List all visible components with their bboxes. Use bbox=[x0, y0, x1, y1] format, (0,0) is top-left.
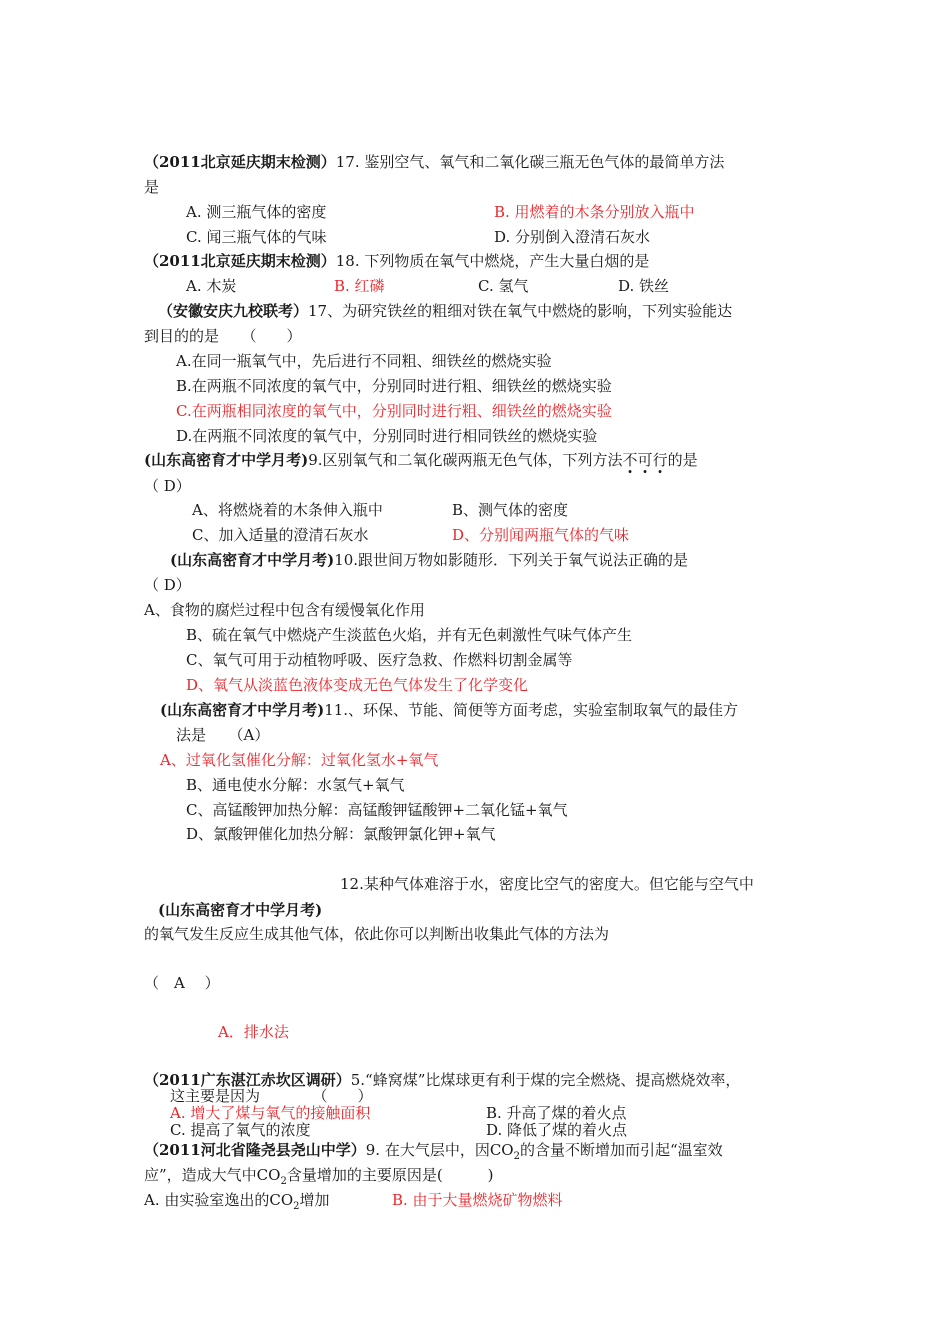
q5-stem: 10.跟世间万物如影随形．下列关于氧气说法正确的是 bbox=[334, 551, 689, 569]
q4-stem-pre: 9.区别氧气和二氧化碳两瓶无色气体，下列方法 bbox=[308, 451, 623, 469]
q7-option-a: A．排水法 bbox=[218, 1023, 289, 1041]
q4-stem-line bbox=[144, 450, 698, 470]
q9-option-a-sub: 2 bbox=[293, 1201, 300, 1212]
q2-stem-line bbox=[144, 251, 649, 271]
q3-option-a: A.在同一瓶氧气中，先后进行不同粗、细铁丝的燃烧实验 bbox=[176, 352, 552, 370]
q5-answer: （ D） bbox=[144, 576, 191, 594]
q1-stem-line bbox=[144, 152, 724, 172]
q9-line2-a: 应”，造成大气中CO bbox=[144, 1166, 281, 1184]
q6-stem-cont: 法是 （A） bbox=[176, 726, 270, 744]
q4-option-d: D、分别闻两瓶气体的气味 bbox=[452, 526, 630, 544]
q7-answer: （ A ） bbox=[144, 974, 220, 992]
q5-option-b: B、硫在氧气中燃烧产生淡蓝色火焰，并有无色刺激性气味气体产生 bbox=[186, 626, 633, 644]
q1-option-b: B. 用燃着的木条分别放入瓶中 bbox=[494, 203, 695, 221]
q4-source: (山东高密育才中学月考) bbox=[144, 451, 309, 469]
q1-option-a: A. 测三瓶气体的密度 bbox=[186, 203, 327, 221]
q6-option-b: B、通电使水分解：水氢气+氧气 bbox=[186, 776, 405, 794]
q3-stem-cont: 到目的的是 （ ） bbox=[144, 327, 302, 345]
q4-option-b: B、测气体的密度 bbox=[452, 501, 569, 519]
q9-option-b: B. 由于大量燃烧矿物燃料 bbox=[392, 1191, 563, 1209]
q6-stem: 11.、环保、节能、简便等方面考虑，实验室制取氧气的最佳方 bbox=[324, 701, 739, 719]
q2-option-a: A. 木炭 bbox=[186, 277, 237, 295]
q2-source: （2011北京延庆期末检测） bbox=[144, 252, 336, 270]
q1-stem-cont: 是 bbox=[144, 178, 160, 196]
q8-stem: 5.“蜂窝煤”比煤球更有利于煤的完全燃烧、提高燃烧效率， bbox=[350, 1071, 741, 1089]
q4-answer: （ D） bbox=[144, 477, 191, 495]
q8-option-c: C. 提高了氧气的浓度 bbox=[170, 1121, 311, 1139]
q9-stem-b: 的含量不断增加而引起“温室效 bbox=[519, 1141, 723, 1159]
q9-stem-line bbox=[144, 1140, 723, 1167]
q6-option-d: D、氯酸钾催化加热分解：氯酸钾氯化钾+氧气 bbox=[186, 825, 496, 843]
q1-option-d: D. 分别倒入澄清石灰水 bbox=[494, 228, 651, 246]
q4-emph-char-2: 可 bbox=[637, 451, 653, 469]
q4-option-a: A、将燃烧着的木条伸入瓶中 bbox=[192, 501, 383, 519]
q9-stem-a: 9. 在大气层中，因CO bbox=[365, 1141, 514, 1159]
q2-option-b: B. 红磷 bbox=[334, 277, 385, 295]
q8-option-d: D. 降低了煤的着火点 bbox=[486, 1121, 628, 1139]
q3-option-c: C.在两瓶相同浓度的氧气中，分别同时进行粗、细铁丝的燃烧实验 bbox=[176, 402, 612, 420]
q3-option-d: D.在两瓶不同浓度的氧气中，分别同时进行相同铁丝的燃烧实验 bbox=[176, 427, 598, 445]
q3-stem: 17、为研究铁丝的粗细对铁在氧气中燃烧的影响，下列实验能达 bbox=[308, 302, 733, 320]
q9-option-a bbox=[144, 1190, 330, 1217]
q2-option-d: D. 铁丝 bbox=[618, 277, 670, 295]
q4-emph-char-3: 行 bbox=[652, 451, 668, 469]
q7-stem: 12.某种气体难溶于水，密度比空气的密度大。但它能与空气中 bbox=[340, 875, 754, 893]
q4-stem-post: 的是 bbox=[667, 451, 698, 469]
q9-sub-1: 2 bbox=[513, 1151, 520, 1162]
q6-option-c: C、高锰酸钾加热分解：高锰酸钾锰酸钾+二氧化锰+氧气 bbox=[186, 801, 568, 819]
q1-option-c: C. 闻三瓶气体的气味 bbox=[186, 228, 327, 246]
q8-stem-cont: 这主要是因为 （ ） bbox=[170, 1087, 373, 1105]
q9-source: （2011河北省隆尧县尧山中学） bbox=[144, 1141, 366, 1159]
q8-option-b: B. 升高了煤的着火点 bbox=[486, 1104, 627, 1122]
q3-option-b: B.在两瓶不同浓度的氧气中，分别同时进行粗、细铁丝的燃烧实验 bbox=[176, 377, 612, 395]
q6-stem-line bbox=[160, 700, 738, 720]
q3-source: （安徽安庆九校联考） bbox=[158, 302, 309, 320]
q4-emph-char-1: 不 bbox=[622, 451, 638, 469]
q9-sub-2: 2 bbox=[280, 1176, 287, 1187]
q9-line2-b: 含量增加的主要原因是( ) bbox=[286, 1166, 494, 1184]
q7-source: (山东高密育才中学月考) bbox=[158, 901, 323, 919]
q5-stem-line bbox=[170, 550, 688, 570]
q2-stem: 18. 下列物质在氧气中燃烧，产生大量白烟的是 bbox=[335, 252, 650, 270]
q7-stem-cont: 的氧气发生反应生成其他气体，依此你可以判断出收集此气体的方法为 bbox=[144, 925, 610, 943]
q5-option-a: A、食物的腐烂过程中包含有缓慢氧化作用 bbox=[144, 601, 425, 619]
q6-option-a: A、过氧化氢催化分解：过氧化氢水+氧气 bbox=[160, 751, 439, 769]
q9-option-a-post: 增加 bbox=[299, 1191, 330, 1209]
q5-option-d: D、氧气从淡蓝色液体变成无色气体发生了化学变化 bbox=[186, 676, 529, 694]
q5-option-c: C、氧气可用于动植物呼吸、医疗急救、作燃料切割金属等 bbox=[186, 651, 573, 669]
q4-option-c: C、加入适量的澄清石灰水 bbox=[192, 526, 369, 544]
q6-source: (山东高密育才中学月考) bbox=[160, 701, 325, 719]
q1-stem: 17. 鉴别空气、氧气和二氧化碳三瓶无色气体的最简单方法 bbox=[335, 153, 725, 171]
q9-option-a-pre: A. 由实验室逸出的CO bbox=[144, 1191, 294, 1209]
q8-option-a: A. 增大了煤与氧气的接触面积 bbox=[170, 1104, 371, 1122]
q1-source: （2011北京延庆期末检测） bbox=[144, 153, 336, 171]
q2-option-c: C. 氢气 bbox=[478, 277, 529, 295]
q9-stem-line-2 bbox=[144, 1165, 494, 1192]
q8-source: （2011广东湛江赤坎区调研） bbox=[144, 1071, 351, 1089]
q3-stem-line bbox=[158, 301, 732, 321]
q5-source: (山东高密育才中学月考) bbox=[170, 551, 335, 569]
